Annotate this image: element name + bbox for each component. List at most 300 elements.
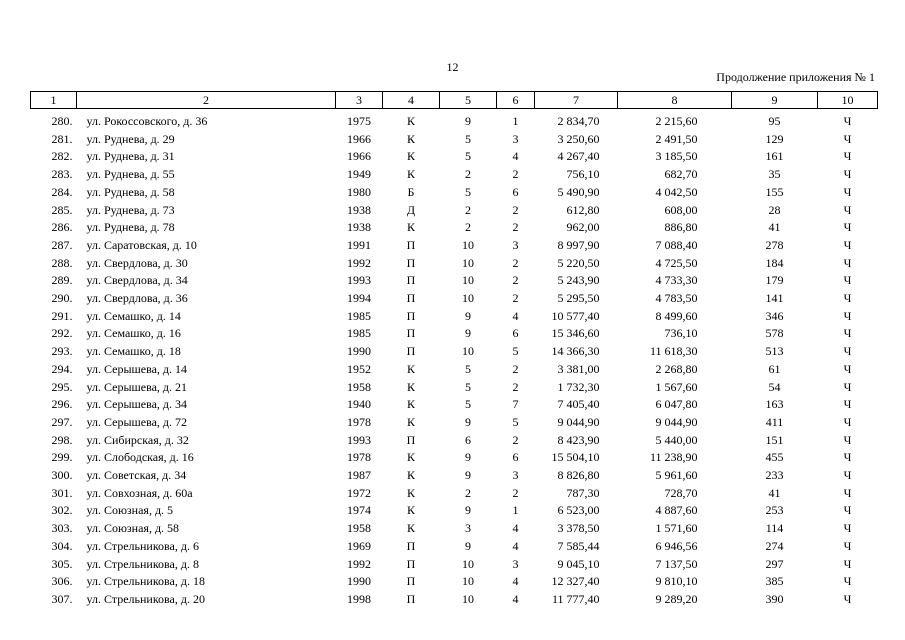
table-cell: Ч — [843, 308, 852, 323]
table-cell: П — [406, 591, 416, 606]
table-cell: ул. Руднева, д. 29 — [86, 131, 175, 146]
table-cell: 179 — [765, 273, 784, 288]
table-cell: 2 — [512, 361, 519, 376]
table-cell: ул. Стрельникова, д. 20 — [86, 591, 205, 606]
table-row — [31, 308, 878, 326]
table-cell: 2 — [512, 291, 519, 306]
table-cell: ул. Стрельникова, д. 6 — [86, 538, 199, 553]
table-cell: 54 — [768, 379, 781, 394]
table-cell: 278 — [765, 237, 784, 252]
table-cell: 962,00 — [566, 220, 600, 235]
table-row — [31, 109, 878, 131]
table-cell: К — [406, 414, 415, 429]
table-cell: К — [406, 131, 415, 146]
table-cell: Ч — [843, 574, 852, 589]
table-row — [31, 131, 878, 149]
table-cell: 1990 — [347, 344, 371, 359]
table-cell: 290. — [51, 291, 73, 306]
table-cell: 1980 — [347, 184, 371, 199]
table-cell: 1 567,60 — [655, 379, 698, 394]
table-cell: 11 777,40 — [551, 591, 600, 606]
table-cell: 6 — [465, 432, 471, 447]
table-cell: ул. Рокоссовского, д. 36 — [86, 114, 208, 128]
table-row — [31, 432, 878, 450]
table-cell: 1998 — [347, 591, 371, 606]
table-cell: 292. — [51, 326, 73, 341]
table-row — [31, 255, 878, 273]
table-cell: 9 — [465, 450, 471, 465]
table-cell: 307. — [51, 591, 73, 606]
table-row — [31, 219, 878, 237]
table-cell: 1993 — [347, 432, 371, 447]
table-cell: 4 267,40 — [557, 149, 600, 164]
table-cell: 2 — [465, 202, 471, 217]
table-cell: 1952 — [347, 361, 371, 376]
table-cell: 390 — [765, 591, 784, 606]
table-cell: К — [406, 167, 415, 182]
table-cell: 9 044,90 — [557, 414, 600, 429]
table-row — [31, 573, 878, 591]
table-cell: 1994 — [347, 291, 371, 306]
table-cell: 4 — [512, 521, 519, 536]
table-cell: 41 — [768, 220, 781, 235]
table-cell: 163 — [765, 397, 784, 412]
table-cell: 7 585,44 — [557, 538, 600, 553]
table-cell: 1949 — [347, 167, 371, 182]
table-cell: 15 346,60 — [551, 326, 600, 341]
table-cell: 6 — [512, 450, 519, 465]
table-cell: ул. Семашко, д. 18 — [86, 344, 181, 359]
table-cell: 3 381,00 — [557, 361, 600, 376]
table-cell: 9 — [465, 503, 471, 518]
table-cell: К — [406, 521, 415, 536]
table-cell: 8 826,80 — [557, 468, 600, 483]
table-cell: 9 045,10 — [557, 556, 600, 571]
column-header-6: 6 — [497, 92, 535, 109]
table-cell: ул. Стрельникова, д. 8 — [86, 556, 199, 571]
table-cell: 282. — [51, 149, 73, 164]
table-cell: 2 — [512, 485, 519, 500]
table-cell: 1 — [512, 503, 519, 518]
table-cell: 291. — [51, 308, 73, 323]
table-row — [31, 290, 878, 308]
table-cell: 886,80 — [664, 220, 698, 235]
table-cell: 5 — [465, 149, 471, 164]
table-cell: 3 185,50 — [655, 149, 698, 164]
table-cell: 346 — [765, 308, 784, 323]
table-cell: Ч — [843, 414, 852, 429]
table-cell: 184 — [765, 255, 784, 270]
table-cell: 5 243,90 — [557, 273, 600, 288]
table-row — [31, 591, 878, 609]
column-header-1: 1 — [31, 92, 77, 109]
table-cell: 5 961,60 — [655, 468, 698, 483]
table-row — [31, 396, 878, 414]
table-cell: Ч — [843, 291, 852, 306]
table-cell: 41 — [768, 485, 781, 500]
table-cell: ул. Стрельникова, д. 18 — [86, 574, 205, 589]
table-cell: 7 405,40 — [557, 397, 600, 412]
table-cell: 2 — [512, 255, 519, 270]
table-cell: 301. — [51, 485, 73, 500]
table-cell: ул. Свердлова, д. 34 — [86, 273, 188, 288]
table-cell: 9 044,90 — [655, 414, 698, 429]
table-row — [31, 520, 878, 538]
table-cell: 35 — [768, 167, 781, 182]
table-cell: 4 — [512, 574, 519, 589]
table-row — [31, 379, 878, 397]
table-cell: 151 — [765, 432, 784, 447]
table-cell: Ч — [843, 255, 852, 270]
table-cell: Ч — [843, 538, 852, 553]
table-cell: 298. — [51, 432, 73, 447]
table-cell: 284. — [51, 184, 73, 199]
table-cell: Ч — [843, 397, 852, 412]
table-cell: ул. Руднева, д. 58 — [86, 184, 175, 199]
table-cell: ул. Серышева, д. 14 — [86, 361, 188, 376]
page-number: 12 — [446, 60, 459, 74]
table-cell: 4 — [512, 149, 519, 164]
table-cell: 7 137,50 — [655, 556, 698, 571]
table-cell: Ч — [843, 149, 852, 164]
table-cell: 2 834,70 — [557, 114, 600, 128]
table-cell: 161 — [765, 149, 784, 164]
table-cell: 274 — [765, 538, 784, 553]
table-cell: К — [406, 361, 415, 376]
table-row — [31, 414, 878, 432]
table-cell: 5 440,00 — [655, 432, 698, 447]
table-cell: 612,80 — [566, 202, 600, 217]
table-cell: 3 250,60 — [557, 131, 600, 146]
table-cell: 1987 — [347, 468, 371, 483]
table-row — [31, 361, 878, 379]
table-cell: 15 504,10 — [551, 450, 600, 465]
table-cell: К — [406, 379, 415, 394]
table-row — [31, 343, 878, 361]
table-cell: 129 — [765, 131, 784, 146]
table-cell: 1975 — [347, 114, 371, 128]
table-cell: П — [406, 273, 416, 288]
table-cell: 5 — [465, 184, 471, 199]
table-cell: Ч — [843, 468, 852, 483]
table-cell: Ч — [843, 344, 852, 359]
table-cell: ул. Руднева, д. 73 — [86, 202, 175, 217]
table-cell: 1985 — [347, 326, 371, 341]
table-cell: ул. Союзная, д. 5 — [86, 503, 174, 518]
table-cell: К — [406, 397, 415, 412]
table-cell: 9 — [465, 414, 471, 429]
table-cell: 1958 — [347, 521, 371, 536]
table-cell: 61 — [768, 361, 781, 376]
table-cell: Ч — [843, 237, 852, 252]
table-cell: ул. Серышева, д. 21 — [86, 379, 188, 394]
table-cell: Ч — [843, 273, 852, 288]
table-cell: 4 783,50 — [655, 291, 698, 306]
table-cell: 8 423,90 — [557, 432, 600, 447]
table-cell: 1991 — [347, 237, 371, 252]
table-cell: П — [406, 344, 416, 359]
table-cell: П — [406, 326, 416, 341]
table-cell: 10 — [462, 291, 474, 306]
table-cell: 1940 — [347, 397, 371, 412]
table-row — [31, 184, 878, 202]
table-cell: 9 810,10 — [655, 574, 698, 589]
table-cell: 10 — [462, 574, 474, 589]
table-cell: 306. — [51, 574, 73, 589]
table-cell: 4 — [512, 538, 519, 553]
table-cell: 5 — [465, 379, 471, 394]
table-cell: 300. — [51, 468, 73, 483]
table-row — [31, 148, 878, 166]
table-cell: 28 — [768, 202, 781, 217]
table-cell: 3 378,50 — [557, 521, 600, 536]
table-cell: 10 — [462, 273, 474, 288]
table-row — [31, 325, 878, 343]
table-row — [31, 556, 878, 574]
table-cell: 1993 — [347, 273, 371, 288]
table-cell: 1992 — [347, 556, 371, 571]
table-cell: 3 — [512, 237, 519, 252]
table-cell: 513 — [765, 344, 784, 359]
table-cell: Ч — [843, 114, 852, 128]
table-cell: 385 — [765, 574, 784, 589]
table-cell: ул. Союзная, д. 58 — [86, 521, 180, 536]
table-cell: 4 887,60 — [655, 503, 698, 518]
table-cell: ул. Саратовская, д. 10 — [86, 237, 197, 252]
table-cell: 11 618,30 — [649, 344, 698, 359]
table-cell: 304. — [51, 538, 73, 553]
table-cell: 2 — [512, 202, 519, 217]
table-cell: К — [406, 220, 415, 235]
table-cell: 233 — [765, 468, 784, 483]
table-cell: ул. Семашко, д. 16 — [86, 326, 181, 341]
table-cell: 1938 — [347, 220, 371, 235]
table-cell: 1938 — [347, 202, 371, 217]
table-cell: 1990 — [347, 574, 371, 589]
table-cell: 3 — [512, 556, 519, 571]
table-cell: 608,00 — [664, 202, 698, 217]
table-cell: 5 490,90 — [557, 184, 600, 199]
table-cell: ул. Руднева, д. 31 — [86, 149, 175, 164]
column-header-10: 10 — [818, 92, 878, 109]
table-cell: Ч — [843, 167, 852, 182]
table-cell: 787,30 — [566, 485, 600, 500]
table-cell: 155 — [765, 184, 784, 199]
table-cell: Ч — [843, 432, 852, 447]
table-cell: 5 — [465, 361, 471, 376]
table-cell: К — [406, 503, 415, 518]
table-cell: 7 088,40 — [655, 237, 698, 252]
table-cell: 455 — [765, 450, 784, 465]
table-cell: К — [406, 450, 415, 465]
table-cell: 1966 — [347, 131, 371, 146]
table-cell: 1969 — [347, 538, 371, 553]
table-row — [31, 467, 878, 485]
table-cell: Ч — [843, 503, 852, 518]
table-cell: П — [406, 574, 416, 589]
table-cell: 4 042,50 — [655, 184, 698, 199]
table-cell: 6 946,56 — [655, 538, 698, 553]
column-header-5: 5 — [440, 92, 497, 109]
table-cell: 1978 — [347, 450, 371, 465]
table-cell: 6 — [512, 326, 519, 341]
table-cell: 297. — [51, 414, 73, 429]
table-cell: П — [406, 255, 416, 270]
table-cell: 2 — [512, 432, 519, 447]
table-row — [31, 166, 878, 184]
table-cell: ул. Сибирская, д. 32 — [86, 432, 189, 447]
table-cell: 288. — [51, 255, 73, 270]
table-cell: 2 — [512, 379, 519, 394]
table-cell: Ч — [843, 326, 852, 341]
table-row — [31, 237, 878, 255]
table-cell: П — [406, 291, 416, 306]
table-cell: 8 997,90 — [557, 237, 600, 252]
table-cell: 293. — [51, 344, 73, 359]
table-cell: 280. — [51, 114, 73, 128]
table-cell: 296. — [51, 397, 73, 412]
table-cell: 3 — [512, 468, 519, 483]
column-header-4: 4 — [383, 92, 440, 109]
table-cell: Ч — [843, 379, 852, 394]
table-cell: 10 577,40 — [551, 308, 600, 323]
table-cell: 5 — [465, 131, 471, 146]
table-row — [31, 538, 878, 556]
table-cell: 1978 — [347, 414, 371, 429]
table-cell: Ч — [843, 485, 852, 500]
table-cell: 6 047,80 — [655, 397, 698, 412]
table-cell: 4 — [512, 308, 519, 323]
table-cell: ул. Семашко, д. 14 — [86, 308, 181, 323]
table-cell: 1974 — [347, 503, 371, 518]
table-cell: Ч — [843, 220, 852, 235]
table-cell: Ч — [843, 184, 852, 199]
table-cell: 9 — [465, 538, 471, 553]
table-cell: 2 — [512, 167, 519, 182]
table-cell: П — [406, 308, 416, 323]
table-cell: 289. — [51, 273, 73, 288]
table-cell: 5 — [512, 414, 519, 429]
table-cell: П — [406, 538, 416, 553]
table-cell: 1972 — [347, 485, 371, 500]
table-cell: 1966 — [347, 149, 371, 164]
table-cell: Д — [406, 202, 416, 217]
table-cell: ул. Советская, д. 34 — [86, 468, 187, 483]
table-cell: 1992 — [347, 255, 371, 270]
table-cell: ул. Серышева, д. 34 — [86, 397, 188, 412]
table-cell: 14 366,30 — [551, 344, 600, 359]
table-cell: Ч — [843, 591, 852, 606]
table-cell: 297 — [765, 556, 784, 571]
column-header-9: 9 — [732, 92, 818, 109]
table-cell: 294. — [51, 361, 73, 376]
table-cell: 295. — [51, 379, 73, 394]
table-cell: ул. Серышева, д. 72 — [86, 414, 188, 429]
table-cell: 4 — [512, 591, 519, 606]
table-cell: 10 — [462, 237, 474, 252]
table-cell: П — [406, 432, 416, 447]
table-cell: 141 — [765, 291, 784, 306]
table-cell: 9 — [465, 326, 471, 341]
column-header-8: 8 — [618, 92, 732, 109]
column-header-7: 7 — [535, 92, 618, 109]
table-cell: 2 215,60 — [655, 114, 698, 128]
table-row — [31, 502, 878, 520]
table-cell: Ч — [843, 450, 852, 465]
table-cell: 9 — [465, 114, 471, 128]
column-header-2: 2 — [77, 92, 336, 109]
table-cell: 2 — [465, 167, 471, 182]
table-cell: 736,10 — [664, 326, 698, 341]
table-cell: 2 491,50 — [655, 131, 698, 146]
table-cell: 1 571,60 — [655, 521, 698, 536]
table-row — [31, 449, 878, 467]
table-cell: 5 — [465, 397, 471, 412]
table-body — [31, 109, 878, 609]
table-cell: ул. Руднева, д. 78 — [86, 220, 175, 235]
table-cell: 95 — [768, 114, 781, 128]
table-cell: 10 — [462, 344, 474, 359]
table-cell: 287. — [51, 237, 73, 252]
table-cell: ул. Совхозная, д. 60а — [86, 485, 193, 500]
table-cell: 1 — [512, 114, 519, 128]
table-cell: 9 — [465, 468, 471, 483]
table-cell: 114 — [765, 521, 784, 536]
table-cell: 5 295,50 — [557, 291, 600, 306]
table-cell: К — [406, 149, 415, 164]
table-cell: 4 733,30 — [655, 273, 698, 288]
table-cell: 9 289,20 — [655, 591, 698, 606]
table-cell: 6 — [512, 184, 519, 199]
table-cell: 9 — [465, 308, 471, 323]
table-cell: 5 — [512, 344, 519, 359]
table-cell: 1 732,30 — [557, 379, 600, 394]
table-cell: К — [406, 468, 415, 483]
table-cell: 302. — [51, 503, 73, 518]
table-cell: 5 220,50 — [557, 255, 600, 270]
table-cell: 12 327,40 — [551, 574, 600, 589]
table-cell: 286. — [51, 220, 73, 235]
table-cell: 3 — [512, 131, 519, 146]
table-cell: 2 — [465, 485, 471, 500]
table-cell: 756,10 — [566, 167, 600, 182]
table-cell: Б — [407, 184, 415, 199]
table-row — [31, 272, 878, 290]
table-cell: 2 — [465, 220, 471, 235]
table-cell: 305. — [51, 556, 73, 571]
table-cell: Ч — [843, 131, 852, 146]
table-cell: Ч — [843, 521, 852, 536]
table-cell: 11 238,90 — [649, 450, 698, 465]
appendix-subtitle: Продолжение приложения № 1 — [716, 70, 875, 84]
table-cell: К — [406, 114, 415, 128]
table-cell: Ч — [843, 202, 852, 217]
table-cell: 1985 — [347, 308, 371, 323]
table-cell: П — [406, 237, 416, 252]
table-cell: Ч — [843, 361, 852, 376]
table-cell: 411 — [765, 414, 784, 429]
table-cell: 303. — [51, 521, 73, 536]
table-cell: 1958 — [347, 379, 371, 394]
table-row — [31, 202, 878, 220]
table-cell: 299. — [51, 450, 73, 465]
table-cell: 281. — [51, 131, 73, 146]
table-cell: 10 — [462, 255, 474, 270]
table-cell: ул. Свердлова, д. 30 — [86, 255, 188, 270]
table-cell: ул. Слободская, д. 16 — [86, 450, 194, 465]
table-cell: 2 — [512, 273, 519, 288]
table-cell: К — [406, 485, 415, 500]
